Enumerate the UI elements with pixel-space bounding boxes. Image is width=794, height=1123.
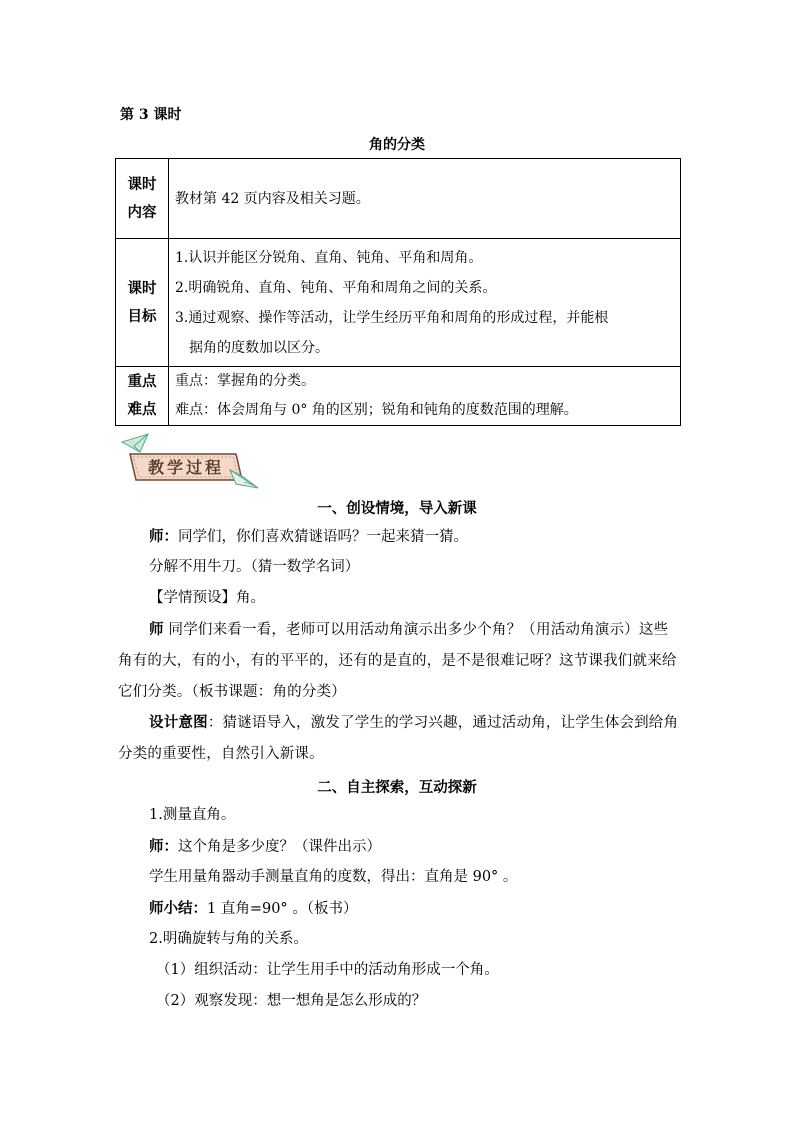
goals-cell xyxy=(169,239,681,367)
s2-line-7: （2）观察发现：想一想角是怎么形成的？ xyxy=(156,993,427,1009)
goal-label-line2: 目标 xyxy=(127,307,157,325)
goal-label-cell xyxy=(116,239,169,367)
teaching-process-banner xyxy=(118,432,268,492)
teacher-summary-lead: 师小结： xyxy=(149,900,207,917)
s1-p4-text: 同学们来看一看，老师可以用活动角演示出多少个角？（用活动角演示）这些角有的大，有的小，有的平平的，还有的是直的，是不是很难记呀？这节课我们就来给它们分类。（板书课题：角的分类） xyxy=(118,622,677,700)
s1-p5-text: ：猜谜语导入，激发了学生的学习兴趣，通过活动角，让学生体会到给角分类的重要性，自然引入新课。 xyxy=(118,715,679,762)
s1-paragraph-2: 分解不用牛刀。（猜一数学名词） xyxy=(149,559,360,575)
s2-line-3: 学生用量角器动手测量直角的度数，得出：直角是 90° 。 xyxy=(149,869,518,885)
preset-lead: 【学情预设】 xyxy=(149,590,236,606)
content-text-cell xyxy=(169,159,681,239)
lesson-title: 角的分类 xyxy=(369,137,425,153)
s2-line-1: 1.测量直角。 xyxy=(149,807,236,823)
s2-l2-text: 这个角是多少度？（课件出示） xyxy=(178,839,381,855)
content-label-line1: 课时 xyxy=(127,175,157,193)
banner-text: 教学过程 xyxy=(147,458,225,477)
difficulty: 难点：体会周角与 0° 角的区别；锐角和钝角的度数范围的理解。 xyxy=(175,402,578,418)
table-row-keypoints xyxy=(116,367,681,426)
s1-paragraph-3 xyxy=(118,583,711,614)
key-label-line2: 难点 xyxy=(127,401,157,418)
s2-line-4 xyxy=(118,893,711,925)
s2-line-2 xyxy=(118,831,711,863)
goal-item-1: 1.认识并能区分锐角、直角、钝角、平角和周角。 xyxy=(175,249,483,266)
s1-p1-text: 同学们，你们喜欢猜谜语吗？一起来猜一猜。 xyxy=(178,529,468,545)
lesson-info-table xyxy=(115,158,681,426)
goal-label-line1: 课时 xyxy=(127,279,157,297)
section-title-1: 一、创设情境，导入新课 xyxy=(317,500,477,517)
content-text: 教材第 42 页内容及相关习题。 xyxy=(175,190,370,207)
key-point: 重点：掌握角的分类。 xyxy=(175,373,315,389)
goal-item-3: 3.通过观察、操作等活动，让学生经历平角和周角的形成过程，并能根 xyxy=(175,309,609,326)
keypoints-cell xyxy=(169,367,681,426)
s2-line-5: 2.明确旋转与角的关系。 xyxy=(149,931,308,947)
section-title-2: 二、自主探索，互动探新 xyxy=(317,779,477,796)
content-label-line2: 内容 xyxy=(127,203,157,221)
s1-paragraph-4 xyxy=(118,614,680,708)
table-row-goals xyxy=(116,239,681,367)
s1-p3-text: 角。 xyxy=(236,590,265,606)
paper-plane-icon-top xyxy=(122,434,148,452)
s2-line-6: （1）组织活动：让学生用手中的活动角形成一个角。 xyxy=(156,962,499,978)
key-label-line1: 重点 xyxy=(127,373,157,390)
teacher-lead: 师 xyxy=(149,621,164,638)
teacher-lead: 师： xyxy=(149,528,178,545)
key-label-cell xyxy=(116,367,169,426)
teacher-lead: 师： xyxy=(149,838,178,855)
goal-item-2: 2.明确锐角、直角、钝角、平角和周角之间的关系。 xyxy=(175,279,497,296)
s1-paragraph-1 xyxy=(118,521,711,553)
goal-item-3-cont: 据角的度数加以区分。 xyxy=(189,339,329,356)
lesson-number: 第 3 课时 xyxy=(120,107,182,123)
content-label-cell xyxy=(116,159,169,239)
table-row-content xyxy=(116,159,681,239)
design-intent-lead: 设计意图 xyxy=(149,714,208,731)
s2-l4-text: 1 直角=90° 。（板书） xyxy=(207,901,358,917)
s1-paragraph-5 xyxy=(118,707,680,770)
